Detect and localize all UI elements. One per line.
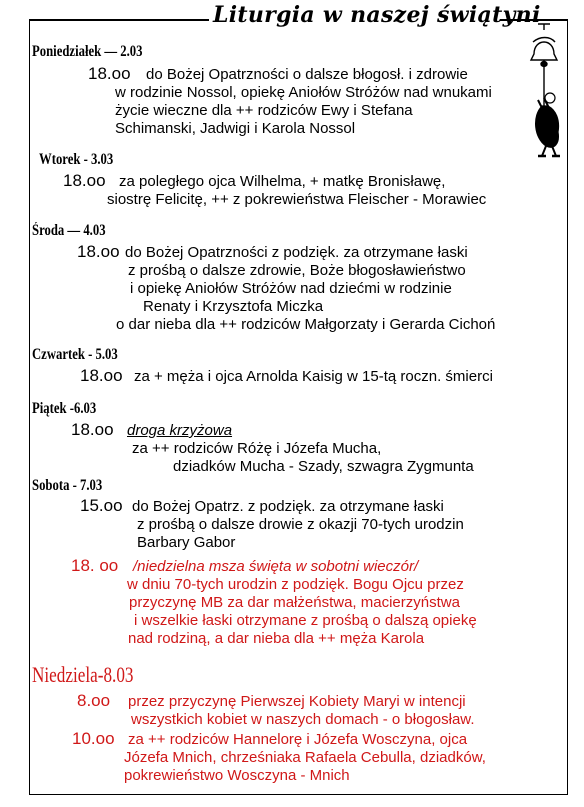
intention-line: za ++ rodziców Hannelorę i Józefa Wosczyna, ojca bbox=[128, 731, 468, 748]
mass-time-tuesday: 18.oo bbox=[63, 171, 106, 190]
top-rule-left bbox=[29, 19, 209, 21]
intention-line: do Bożej Opatrzności z podzięk. za otrzymane łaski bbox=[125, 244, 468, 261]
mass-time-monday: 18.oo bbox=[88, 64, 131, 83]
mass-time-wednesday: 18.oo bbox=[77, 242, 120, 261]
intention-line: Schimanski, Jadwigi i Karola Nossol bbox=[115, 120, 356, 137]
intention-line: z prośbą o dalsze zdrowie, Boże błogosławieństwo bbox=[128, 262, 466, 279]
intention-line: nad rodziną, a dar nieba dla ++ męża Karola bbox=[128, 630, 425, 647]
intention-line: Renaty i Krzysztofa Miczka bbox=[143, 298, 324, 315]
mass-time-sunday-late: 10.oo bbox=[72, 729, 115, 748]
intention-line: za poległego ojca Wilhelma, + matkę Bronisławę, bbox=[119, 173, 446, 190]
intention-line: dziadków Mucha - Szady, szwagra Zygmunta bbox=[173, 458, 474, 475]
intention-line: w dniu 70-tych urodzin z podzięk. Bogu Ojcu przez bbox=[127, 576, 464, 593]
day-heading-tuesday: Wtorek - 3.03 bbox=[39, 151, 114, 168]
intention-line: życie wieczne dla ++ rodziców Ewy i Stefana bbox=[115, 102, 413, 119]
intention-line: o dar nieba dla ++ rodziców Małgorzaty i Gerarda Cichoń bbox=[116, 316, 496, 333]
intention-line: pokrewieństwo Wosczyna - Mnich bbox=[124, 767, 350, 784]
day-heading-saturday: Sobota - 7.03 bbox=[32, 477, 103, 494]
intention-line: do Bożej Opatrz. z podzięk. za otrzymane łaski bbox=[132, 498, 444, 515]
intention-line: Barbary Gabor bbox=[137, 534, 236, 551]
intention-line: przez przyczynę Pierwszej Kobiety Maryi w intencji bbox=[128, 693, 466, 710]
intention-line: i opiekę Aniołów Stróżów nad dziećmi w rodzinie bbox=[130, 280, 452, 297]
day-heading-sunday: Niedziela-8.03 bbox=[32, 662, 134, 687]
intention-line: siostrę Felicitę, ++ z pokrewieństwa Fleischer - Morawiec bbox=[107, 191, 487, 208]
bell-ringer-icon bbox=[520, 20, 572, 170]
mass-time-sunday-morning: 8.oo bbox=[77, 691, 111, 710]
day-heading-monday: Poniedziałek — 2.03 bbox=[32, 43, 143, 60]
sunday-vigil-note: /niedzielna msza święta w sobotni wieczór/ bbox=[133, 558, 419, 575]
intention-line: za + męża i ojca Arnolda Kaisig w 15-tą roczn. śmierci bbox=[134, 368, 493, 385]
intention-line: i wszelkie łaski otrzymane z prośbą o dalszą opiekę bbox=[134, 612, 477, 629]
mass-time-friday: 18.oo bbox=[71, 420, 114, 439]
mass-time-saturday-evening: 18. oo bbox=[71, 556, 119, 575]
intention-line: wszystkich kobiet w naszych domach - o błogosław. bbox=[131, 711, 475, 728]
mass-time-thursday: 18.oo bbox=[80, 366, 123, 385]
day-heading-friday: Piątek -6.03 bbox=[32, 400, 97, 417]
intention-line: w rodzinie Nossol, opiekę Aniołów Stróżów nad wnukami bbox=[115, 84, 492, 101]
page-title: Liturgia w naszej świątyni bbox=[213, 2, 541, 28]
mass-time-saturday: 15.oo bbox=[80, 496, 123, 515]
way-of-cross-label: droga krzyżowa bbox=[127, 422, 233, 439]
day-heading-wednesday: Środa — 4.03 bbox=[32, 222, 106, 239]
intention-line: za ++ rodziców Różę i Józefa Mucha, bbox=[132, 440, 382, 457]
intention-line: z prośbą o dalsze drowie z okazji 70-tych urodzin bbox=[137, 516, 464, 533]
intention-line: Józefa Mnich, chrześniaka Rafaela Cebulla, dziadków, bbox=[124, 749, 486, 766]
day-heading-thursday: Czwartek - 5.03 bbox=[32, 346, 118, 363]
intention-line: do Bożej Opatrzności o dalsze błogosł. i zdrowie bbox=[146, 66, 468, 83]
intention-line: przyczynę MB za dar małżeństwa, macierzyństwa bbox=[129, 594, 460, 611]
